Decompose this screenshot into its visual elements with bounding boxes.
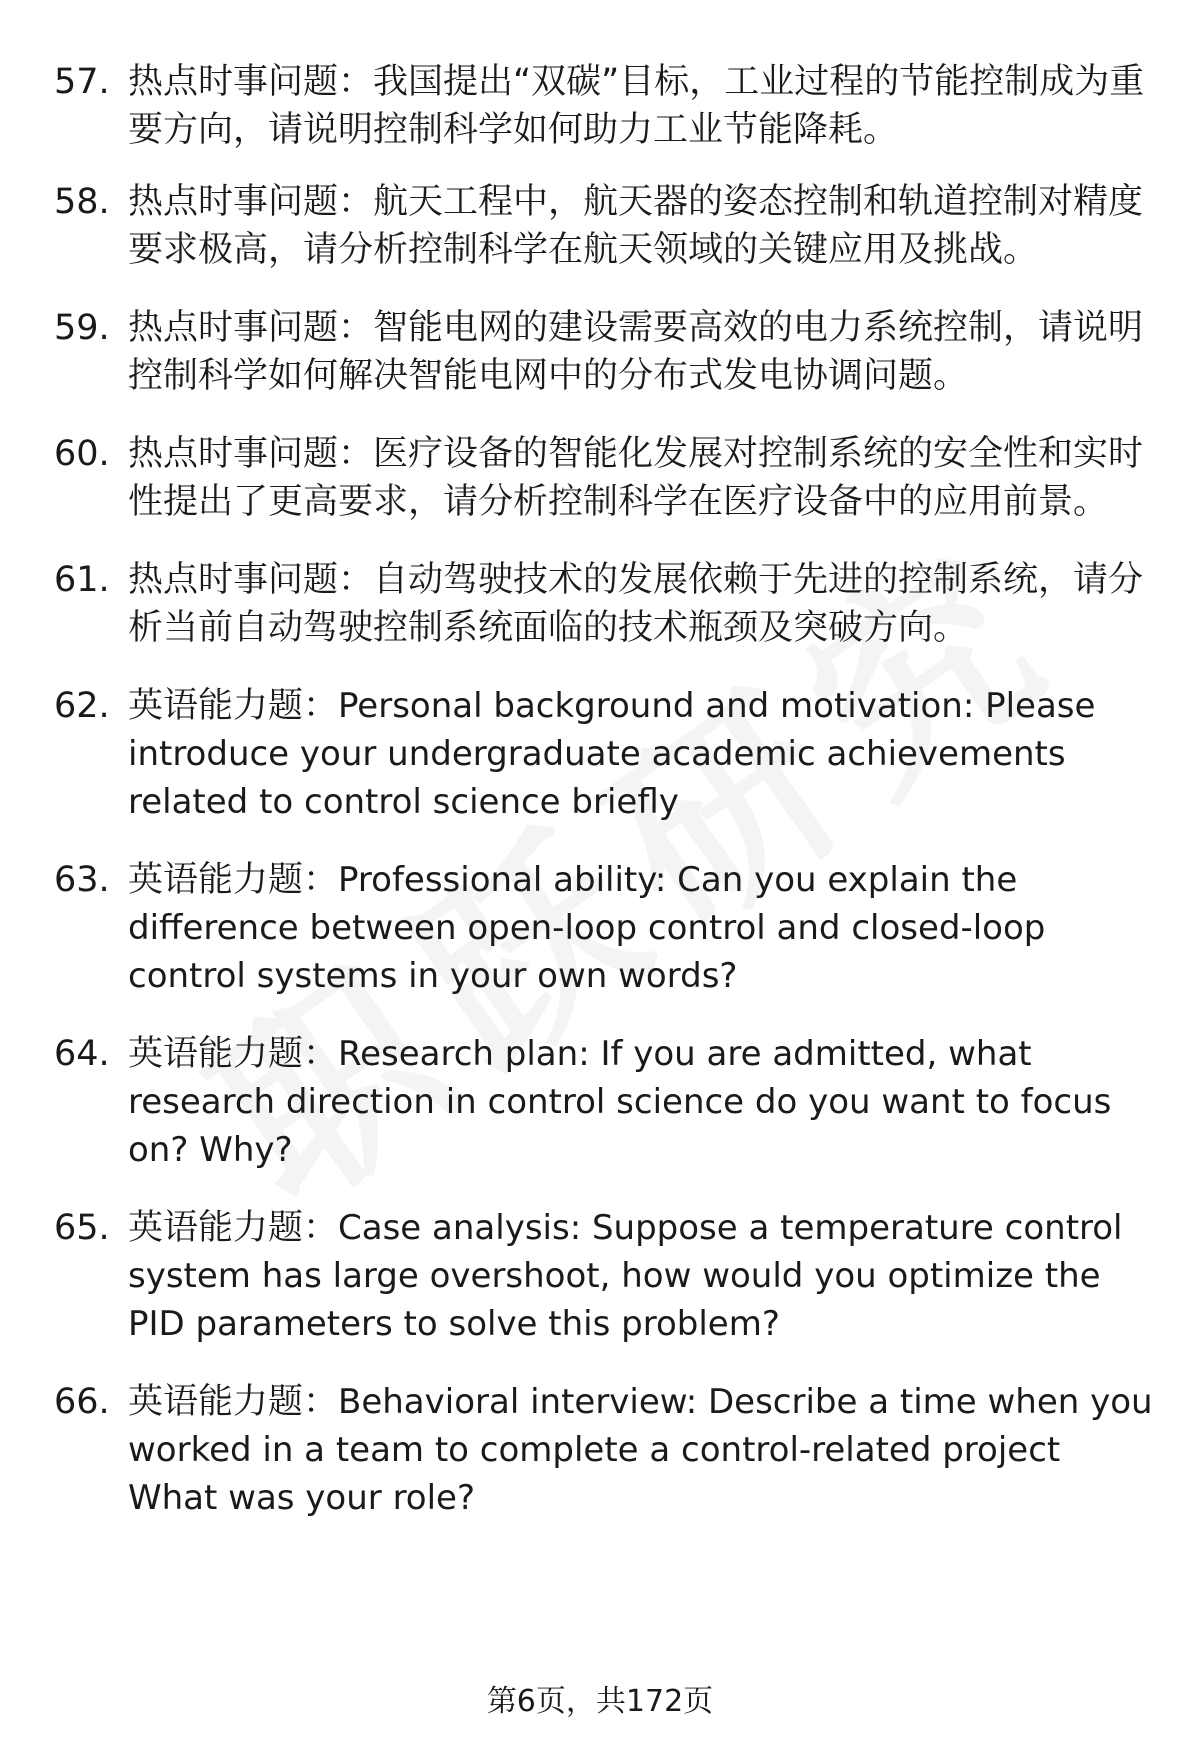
question-body: Case analysis: Suppose a temperature control system has large overshoot, how would you optimize the PID parameters to solve this problem? xyxy=(128,1208,1123,1344)
page-footer xyxy=(0,1682,1200,1722)
question-body: Research plan: If you are admitted, what research direction in control science do you want to focus on? Why? xyxy=(128,1034,1112,1170)
question-text xyxy=(128,430,1156,526)
question-item xyxy=(0,178,1200,274)
question-category: 热点时事问题： xyxy=(128,308,374,348)
question-item xyxy=(0,1204,1200,1348)
question-item xyxy=(0,58,1200,154)
question-item xyxy=(0,1378,1200,1522)
question-body: 自动驾驶技术的发展依赖于先进的控制系统，请分析当前自动驾驶控制系统面临的技术瓶颈及突破方向。 xyxy=(128,560,1144,648)
question-item xyxy=(0,682,1200,826)
question-text xyxy=(128,58,1156,154)
question-text xyxy=(128,178,1156,274)
question-text xyxy=(128,304,1156,400)
question-item xyxy=(0,304,1200,400)
question-category: 热点时事问题： xyxy=(128,560,374,600)
question-category: 英语能力题： xyxy=(128,860,339,900)
question-category: 热点时事问题： xyxy=(128,182,374,222)
question-number: 62. xyxy=(54,686,110,726)
question-body: 智能电网的建设需要高效的电力系统控制，请说明控制科学如何解决智能电网中的分布式发电协调问题。 xyxy=(128,308,1144,396)
question-number: 63. xyxy=(54,860,110,900)
question-number: 57. xyxy=(54,62,110,102)
question-number: 66. xyxy=(54,1382,110,1422)
question-text xyxy=(128,1378,1156,1522)
page-number-label: 第6页，共172页 xyxy=(486,1684,714,1719)
question-list xyxy=(0,58,1200,1522)
question-text xyxy=(128,1204,1156,1348)
question-body: Personal background and motivation: Please introduce your undergraduate academic achievements related to control science briefly xyxy=(128,686,1096,822)
question-number: 64. xyxy=(54,1034,110,1074)
question-body: 航天工程中，航天器的姿态控制和轨道控制对精度要求极高，请分析控制科学在航天领域的关键应用及挑战。 xyxy=(128,182,1144,270)
question-item xyxy=(0,556,1200,652)
question-text xyxy=(128,682,1156,826)
question-category: 英语能力题： xyxy=(128,1208,339,1248)
question-number: 58. xyxy=(54,182,110,222)
question-text xyxy=(128,856,1156,1000)
question-body: Professional ability: Can you explain the difference between open-loop control and closed-loop control systems in your own words? xyxy=(128,860,1046,996)
question-number: 61. xyxy=(54,560,110,600)
question-text xyxy=(128,556,1156,652)
question-item xyxy=(0,1030,1200,1174)
question-item xyxy=(0,856,1200,1000)
question-category: 英语能力题： xyxy=(128,686,339,726)
question-category: 英语能力题： xyxy=(128,1034,339,1074)
question-body: 我国提出“双碳”目标，工业过程的节能控制成为重要方向，请说明控制科学如何助力工业节能降耗。 xyxy=(128,62,1145,150)
question-body: Behavioral interview: Describe a time when you worked in a team to complete a control-related project What was your role? xyxy=(128,1382,1153,1518)
question-category: 热点时事问题： xyxy=(128,62,374,102)
question-category: 英语能力题： xyxy=(128,1382,339,1422)
question-text xyxy=(128,1030,1156,1174)
question-item xyxy=(0,430,1200,526)
question-number: 60. xyxy=(54,434,110,474)
question-category: 热点时事问题： xyxy=(128,434,374,474)
question-number: 65. xyxy=(54,1208,110,1248)
question-body: 医疗设备的智能化发展对控制系统的安全性和实时性提出了更高要求，请分析控制科学在医疗设备中的应用前景。 xyxy=(128,434,1144,522)
question-number: 59. xyxy=(54,308,110,348)
